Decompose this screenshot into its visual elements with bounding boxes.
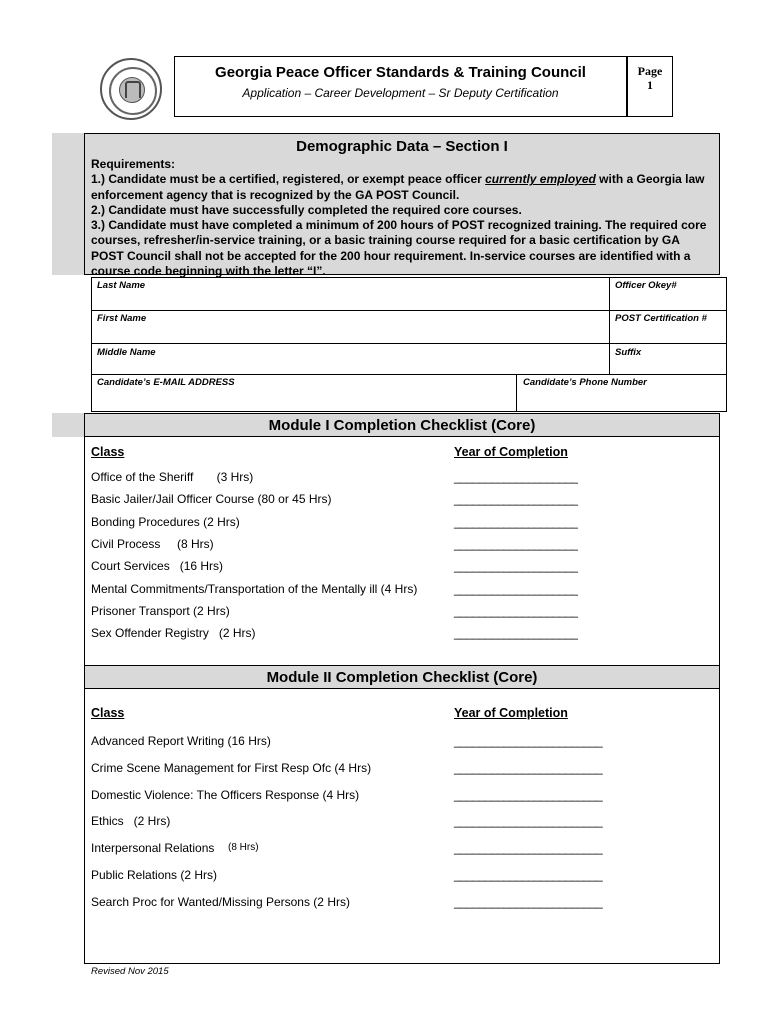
middle-name-field[interactable]: Middle Name xyxy=(97,347,156,358)
module2-year-header: Year of Completion xyxy=(454,706,568,720)
module1-class-item: Civil Process (8 Hrs) xyxy=(91,536,214,551)
module2-class-header: Class xyxy=(91,706,125,720)
module1-class-item: Bonding Procedures (2 Hrs) xyxy=(91,514,240,529)
email-field[interactable]: Candidate’s E-MAIL ADDRESS xyxy=(97,377,235,388)
module1-year-blank[interactable]: ____________________ xyxy=(454,492,578,507)
module2-class-item: Ethics (2 Hrs) xyxy=(91,814,171,829)
page-label: Page xyxy=(637,64,663,78)
module1-class-item: Office of the Sheriff (3 Hrs) xyxy=(91,470,254,484)
module2-class-item: Search Proc for Wanted/Missing Persons (2 Hrs) xyxy=(91,894,350,909)
module2-year-blank[interactable]: ________________________ xyxy=(454,868,603,882)
section1-title: Demographic Data – Section I xyxy=(296,138,508,155)
georgia-post-seal-icon xyxy=(100,58,162,120)
module2-year-blank[interactable]: ________________________ xyxy=(454,787,603,802)
module1-class-item: Mental Commitments/Transportation of the Mentally ill (4 Hrs) xyxy=(91,581,418,596)
module1-year-blank[interactable]: ____________________ xyxy=(454,626,578,641)
module2-year-blank[interactable]: ________________________ xyxy=(454,760,603,775)
page-indicator xyxy=(627,64,673,92)
module1-title: Module I Completion Checklist (Core) xyxy=(268,417,536,434)
module1-class-header: Class xyxy=(91,445,125,459)
module1-class-item: Court Services (16 Hrs) xyxy=(91,559,224,574)
requirements-label: Requirements: xyxy=(91,157,176,171)
requirement-3: 3.) Candidate must have completed a minimum of 200 hours of POST recognized training. The required core courses, refresher/in-service training, or a basic training course required for a basic certification by GA POST Council shall not be accepted for the 200 hour requirement. In-service courses are identified with a course code beginning with the letter “I”. xyxy=(91,218,707,279)
officer-key-field[interactable]: Officer Okey# xyxy=(615,280,677,291)
candidate-info-grid xyxy=(91,277,727,412)
module2-class-item: Public Relations (2 Hrs) xyxy=(91,868,218,882)
post-certification-field[interactable]: POST Certification # xyxy=(615,313,707,324)
module1-class-item: Sex Offender Registry (2 Hrs) xyxy=(91,626,256,641)
organization-title: Georgia Peace Officer Standards & Training Council xyxy=(215,64,586,81)
page-number: 1 xyxy=(647,78,653,92)
module1-class-item: Prisoner Transport (2 Hrs) xyxy=(91,603,230,618)
module1-year-blank[interactable]: ____________________ xyxy=(454,470,578,484)
requirement-1: 1.) Candidate must be a certified, registered, or exempt peace officer currently employed with a Georgia law enforcement agency that is recognized by the GA POST Council. xyxy=(91,172,705,202)
module2-year-blank[interactable]: ________________________ xyxy=(454,734,603,748)
module2-class-item: Crime Scene Management for First Resp Ofc (4 Hrs) xyxy=(91,760,372,775)
module2-class-item: Domestic Violence: The Officers Response (4 Hrs) xyxy=(91,787,360,802)
interpersonal-hours: (8 Hrs) xyxy=(228,842,259,854)
requirement-2: 2.) Candidate must have successfully completed the required core courses. xyxy=(91,202,522,217)
module1-year-blank[interactable]: ____________________ xyxy=(454,514,578,529)
first-name-field[interactable]: First Name xyxy=(97,313,147,324)
requirements-text xyxy=(91,157,711,279)
application-subtitle: Application – Career Development – Sr Deputy Certification xyxy=(242,86,559,100)
module2-title: Module II Completion Checklist (Core) xyxy=(266,669,538,686)
module1-year-blank[interactable]: ____________________ xyxy=(454,581,578,596)
module1-year-header: Year of Completion xyxy=(454,445,568,459)
module2-year-blank[interactable]: ________________________ xyxy=(454,841,603,856)
module2-year-blank[interactable]: ________________________ xyxy=(454,894,603,909)
module2-class-item: Advanced Report Writing (16 Hrs) xyxy=(91,734,271,748)
module1-year-blank[interactable]: ____________________ xyxy=(454,603,578,618)
module1-year-blank[interactable]: ____________________ xyxy=(454,559,578,574)
phone-field[interactable]: Candidate’s Phone Number xyxy=(523,377,647,388)
module2-class-item: Interpersonal Relations xyxy=(91,841,215,856)
revised-date: Revised Nov 2015 xyxy=(91,966,169,977)
side-shade xyxy=(52,133,86,275)
module2-year-blank[interactable]: ________________________ xyxy=(454,814,603,829)
last-name-field[interactable]: Last Name xyxy=(97,280,146,291)
module1-class-item: Basic Jailer/Jail Officer Course (80 or 45 Hrs) xyxy=(91,492,332,507)
suffix-field[interactable]: Suffix xyxy=(615,347,642,358)
module1-year-blank[interactable]: ____________________ xyxy=(454,536,578,551)
